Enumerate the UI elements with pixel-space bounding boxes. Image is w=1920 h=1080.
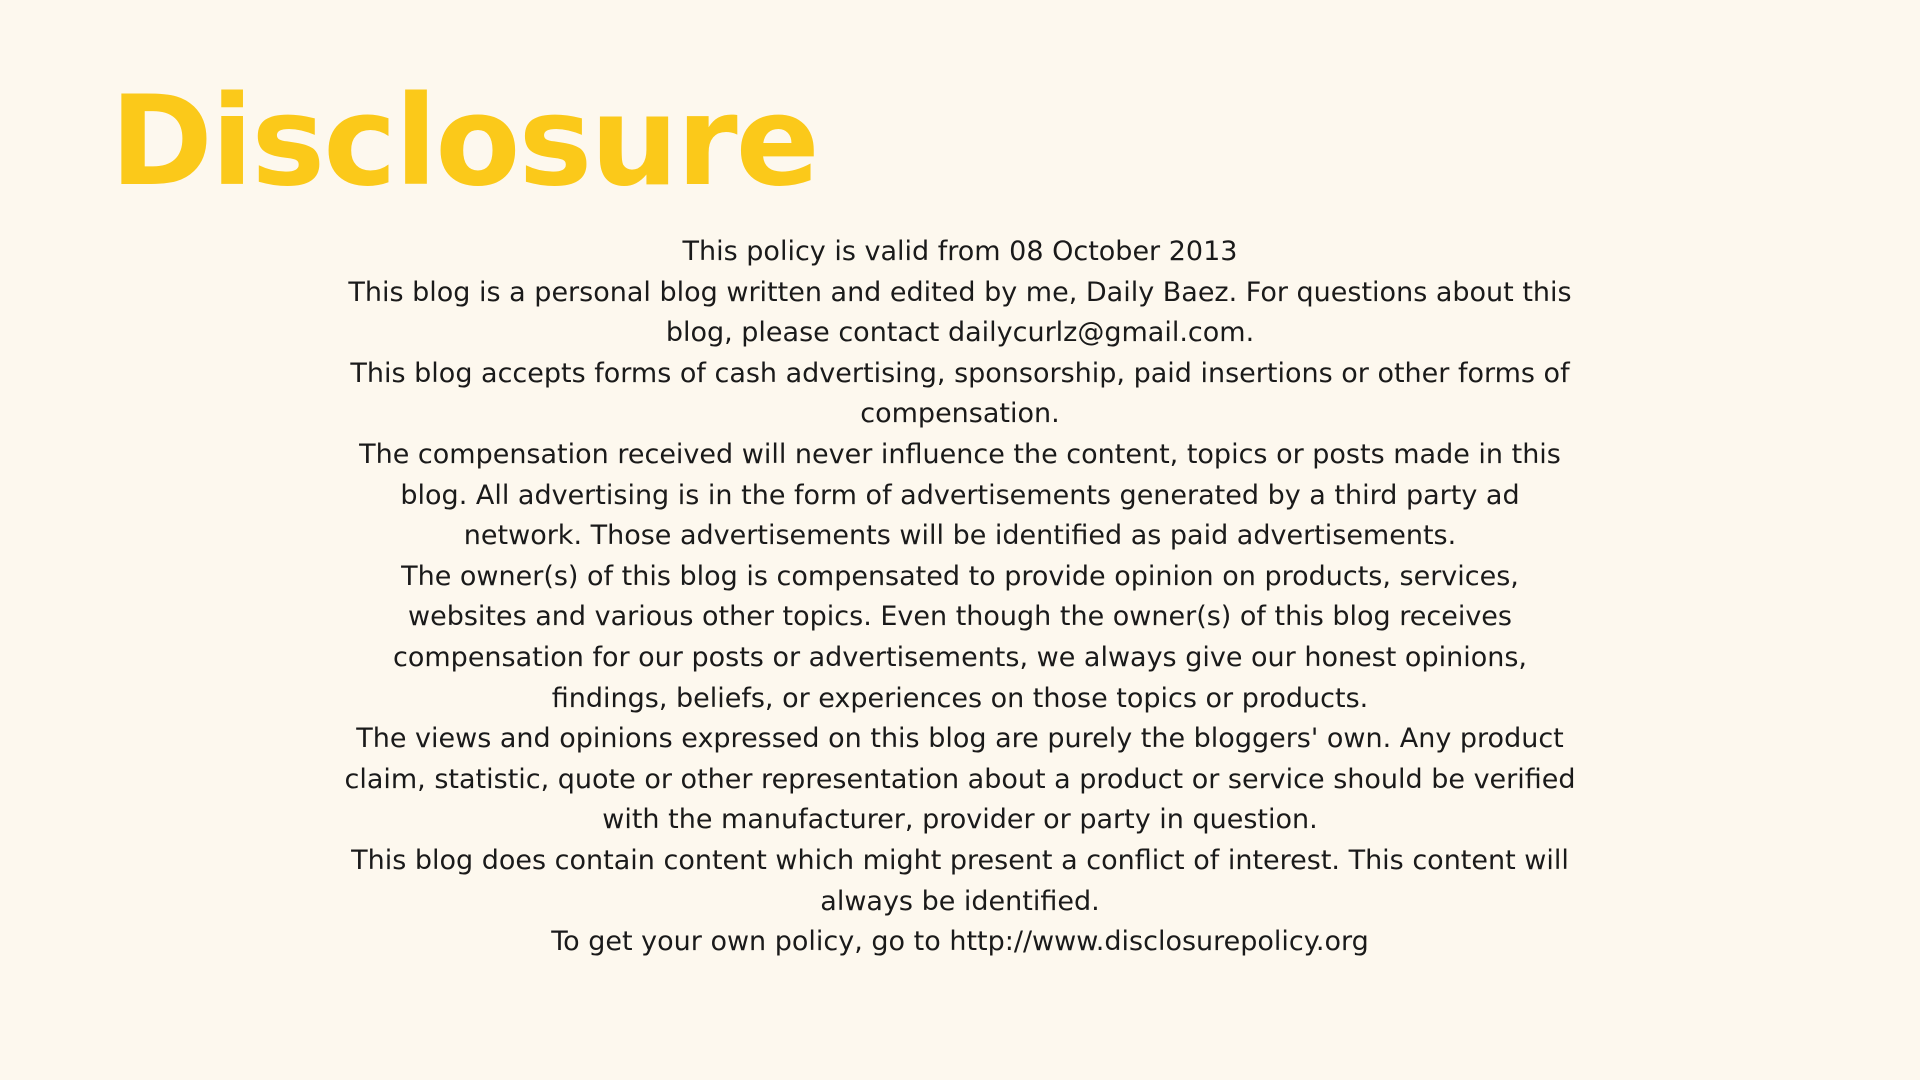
policy-text xyxy=(340,232,1580,963)
policy-paragraph-influence: The compensation received will never influence the content, topics or posts made in this blog. All advertising is in the form of advertisements generated by a third party ad network. Those advertisements will be identified as paid advertisements. xyxy=(359,438,1561,552)
policy-paragraph-personal-blog: This blog is a personal blog written and edited by me, Daily Baez. For questions about this blog, please contact dailycurlz@gmail.com. xyxy=(348,276,1572,349)
policy-paragraph-compensation-forms: This blog accepts forms of cash advertising, sponsorship, paid insertions or other forms of compensation. xyxy=(350,357,1570,430)
policy-paragraph-views: The views and opinions expressed on this blog are purely the bloggers' own. Any product claim, statistic, quote or other representation about a product or service should be verified with the manufacturer, provider or party in question. xyxy=(344,723,1576,836)
page-title: Disclosure xyxy=(110,70,818,214)
policy-paragraph-get-policy: To get your own policy, go to http://www.disclosurepolicy.org xyxy=(551,926,1369,958)
policy-valid-date: This policy is valid from 08 October 2013 xyxy=(682,236,1238,267)
policy-paragraph-owner-opinion: The owner(s) of this blog is compensated to provide opinion on products, services, websites and various other topics. Even though the owner(s) of this blog receives compensation for our posts or advertisements, we always give our honest opinions, findings, beliefs, or experiences on those topics or products. xyxy=(393,560,1527,714)
policy-paragraph-conflict: This blog does contain content which might present a conflict of interest. This content will always be identified. xyxy=(351,844,1569,917)
